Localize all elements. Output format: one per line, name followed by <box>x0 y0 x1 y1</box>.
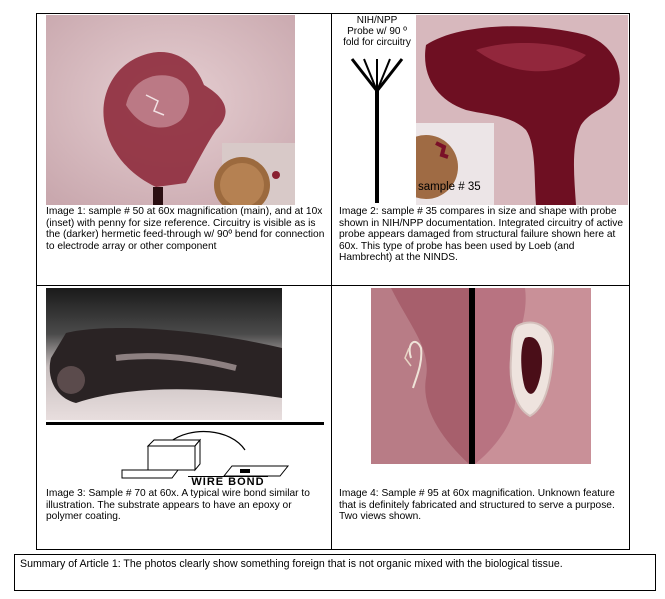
probe-illustration <box>338 15 416 205</box>
photo-sample-50 <box>46 15 295 205</box>
probe-label-line-1: NIH/NPP <box>356 15 398 26</box>
summary-box <box>14 554 656 591</box>
caption-image-4: Image 4: Sample # 95 at 60x magnification. Unknown feature that is definitely fabricated and structured to serve a purpose. Two views shown. <box>339 488 615 523</box>
probe-label-line-2: Probe w/ 90 º <box>347 26 407 37</box>
grid-divider-vertical <box>331 13 332 550</box>
wire-bond-diagram <box>120 426 290 488</box>
sample-35-label: sample # 35 <box>418 181 481 193</box>
caption-image-2: Image 2: sample # 35 compares in size and shape with probe shown in NIH/NPP documentation. Integrated circuitry of active probe appears damaged from structural failure shown here at 60x. This type of probe has been used by Loeb (and Hambrecht) at the NINDS. <box>339 206 624 264</box>
probe-label-line-3: fold for circuitry <box>343 37 411 48</box>
caption-image-1: Image 1: sample # 50 at 60x magnification (main), and at 10x (inset) with penny for size reference. Circuitry is visible as is the (darker) hermetic feed-through w/ 90º bend for connection to electrode array or other component <box>46 206 325 252</box>
photo-sample-95-view-1 <box>371 288 469 464</box>
wire-bond-label: WIRE BOND <box>188 476 268 488</box>
summary-text: Summary of Article 1: The photos clearly show something foreign that is not organic mixed with the biological tissue. <box>20 558 563 570</box>
photo-sample-35 <box>416 15 628 205</box>
grid-divider-horizontal <box>36 285 630 286</box>
image-3-separator <box>46 422 324 425</box>
photo-sample-70 <box>46 288 282 420</box>
photo-sample-95-view-2 <box>475 288 591 464</box>
caption-image-3: Image 3: Sample # 70 at 60x. A typical wire bond similar to illustration. The substrate appears to have an epoxy or polymer coating. <box>46 488 310 523</box>
